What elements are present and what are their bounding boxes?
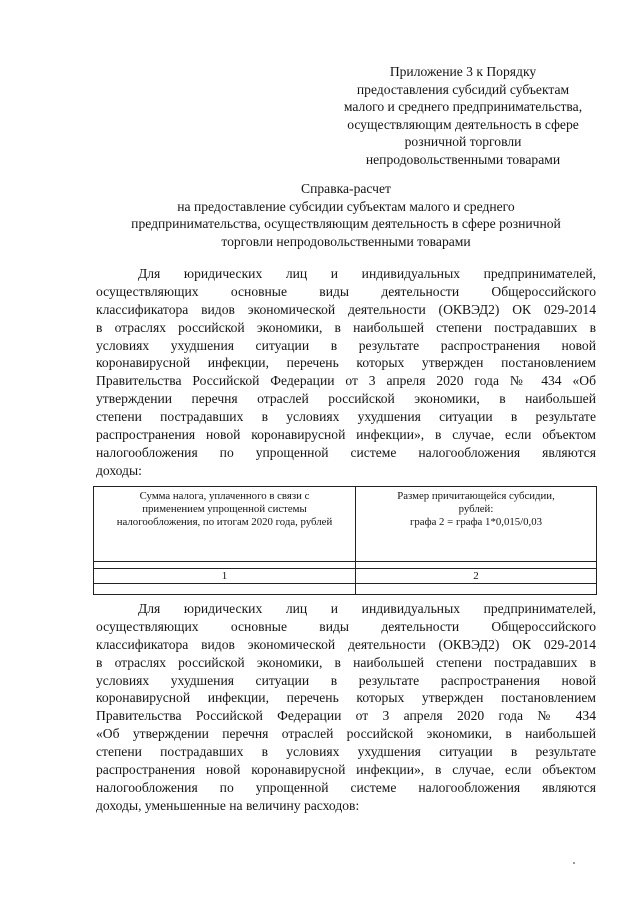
paragraph-line: в отраслях российской экономики, в наибольшей степени пострадавших в — [96, 319, 596, 335]
appendix-header — [318, 63, 608, 169]
paragraph-line: классификатора видов экономической деятельности (ОКВЭД2) ОК 029-2014 — [96, 301, 596, 317]
appendix-line: непродовольственными товарами — [365, 151, 561, 167]
paragraph-line: «Об утверждении перечня отраслей российской экономики, в наибольшей — [96, 726, 596, 742]
appendix-line: предоставления субсидий субъектам — [356, 81, 570, 97]
appendix-line: розничной торговли — [404, 134, 522, 150]
paragraph-line: утверждении перечня отраслей российской экономики, в наибольшей — [96, 391, 596, 407]
paragraph-line: условиях ухудшения ситуации в результате распространения новой — [96, 337, 596, 353]
appendix-line: осуществляющим деятельность в сфере — [347, 116, 579, 132]
calculation-table — [93, 486, 597, 595]
table-header-subsidy-amount: Размер причитающейся субсидии, рублей: графа 2 = графа 1*0,015/0,03 — [356, 487, 597, 562]
table-header-tax-amount: Сумма налога, уплаченного в связи с применением упрощенной системы налогообложения, по итогам 2020 года, рублей — [94, 487, 356, 562]
paragraph-line: Для юридических лиц и индивидуальных предпринимателей, — [138, 601, 596, 616]
paragraph-line: распространения новой коронавирусной инфекции», в случае, если объектом — [96, 427, 596, 443]
document-title — [96, 180, 596, 250]
table-cell — [94, 562, 356, 569]
paragraph-line: осуществляющих основные виды деятельности Общероссийского — [96, 283, 596, 299]
paragraph-income — [96, 265, 596, 480]
table-row — [94, 562, 597, 569]
paragraph-line: доходы: — [96, 462, 142, 478]
paragraph-income-minus-expenses — [96, 600, 596, 815]
paragraph-line: Правительства Российской Федерации от 3 апреля 2020 года № 434 — [96, 708, 596, 724]
paragraph-line: коронавирусной инфекции, перечень которых утвержден постановлением — [96, 355, 596, 371]
table-cell — [356, 562, 597, 569]
paragraph-line: налогообложения по упрощенной системе налогообложения являются — [96, 444, 596, 460]
table-header-row — [94, 487, 597, 562]
paragraph-line: степени пострадавших в условиях ухудшения ситуации в результате — [96, 744, 596, 760]
title-line: торговли непродовольственными товарами — [221, 233, 471, 249]
paragraph-line: условиях ухудшения ситуации в результате распространения новой — [96, 672, 596, 688]
paragraph-line: классификатора видов экономической деятельности (ОКВЭД2) ОК 029-2014 — [96, 636, 596, 652]
appendix-line: Приложение 3 к Порядку — [389, 64, 537, 79]
title-line: на предоставление субсидии субъектам малого и среднего — [177, 198, 515, 214]
table-cell — [94, 584, 356, 595]
paragraph-line: в отраслях российской экономики, в наибольшей степени пострадавших в — [96, 654, 596, 670]
paragraph-line: коронавирусной инфекции, перечень которых утвержден постановлением — [96, 690, 596, 706]
scan-speck — [573, 862, 575, 864]
title-line: предпринимательства, осуществляющим деятельность в сфере розничной — [131, 216, 561, 232]
table-number-row — [94, 569, 597, 584]
paragraph-line: Правительства Российской Федерации от 3 апреля 2020 года № 434 «Об — [96, 373, 596, 389]
title-line: Справка-расчет — [301, 181, 391, 196]
appendix-line: малого и среднего предпринимательства, — [343, 99, 583, 115]
table-row — [94, 584, 597, 595]
column-number-1: 1 — [94, 569, 356, 584]
column-number-2: 2 — [356, 569, 597, 584]
paragraph-line: распространения новой коронавирусной инфекции», в случае, если объектом — [96, 762, 596, 778]
paragraph-line: Для юридических лиц и индивидуальных предпринимателей, — [138, 266, 596, 281]
paragraph-line: налогообложения по упрощенной системе налогообложения являются — [96, 779, 596, 795]
paragraph-line: осуществляющих основные виды деятельности Общероссийского — [96, 618, 596, 634]
paragraph-line: степени пострадавших в условиях ухудшения ситуации в результате — [96, 409, 596, 425]
paragraph-line: доходы, уменьшенные на величину расходов: — [96, 797, 360, 813]
table-cell — [356, 584, 597, 595]
